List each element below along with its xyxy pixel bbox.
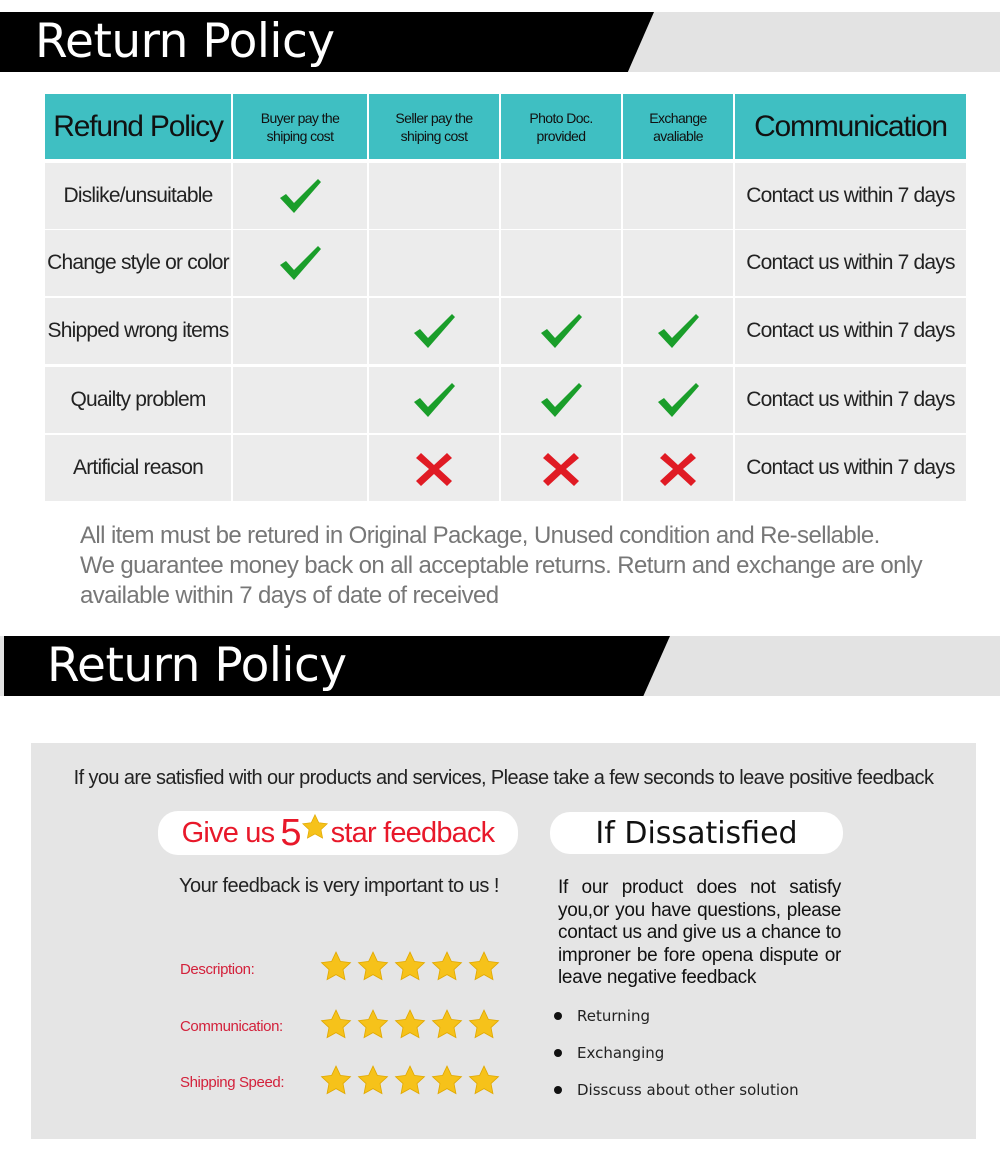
- option-label: Returning: [577, 1007, 650, 1025]
- refund-policy-table: [45, 94, 966, 504]
- mark-cell: [233, 230, 367, 296]
- communication-cell: Contact us within 7 days: [735, 435, 966, 501]
- header-seller-pay: Seller pay the shiping cost: [369, 94, 499, 159]
- option-label: Disscuss about other solution: [577, 1081, 799, 1099]
- row-label: Artificial reason: [45, 435, 231, 501]
- row-label: Shipped wrong items: [45, 298, 231, 364]
- return-note: [80, 521, 960, 611]
- banner-title: Return Policy: [35, 14, 335, 69]
- star-icon: [319, 950, 353, 983]
- star-icon: [467, 1064, 501, 1097]
- check-icon: [539, 311, 583, 351]
- option-label: Exchanging: [577, 1044, 665, 1062]
- mark-cell: [623, 298, 733, 364]
- row-label: Change style or color: [45, 230, 231, 296]
- mark-cell: [501, 435, 621, 501]
- star-icon: [356, 1008, 390, 1041]
- rating-stars-shipping-speed: [319, 1064, 501, 1097]
- option-other-solution: [554, 1081, 799, 1099]
- rating-label-description: Description:: [180, 961, 255, 978]
- note-line: All item must be retured in Original Package, Unused condition and Re-sellable.: [80, 522, 880, 549]
- mark-cell: [233, 367, 367, 433]
- rating-stars-description: [319, 950, 501, 983]
- give-five-star-badge: [158, 811, 518, 855]
- banner-title: Return Policy: [47, 638, 347, 693]
- cross-icon: [656, 448, 700, 488]
- bullet-icon: [554, 1012, 562, 1020]
- if-dissatisfied-badge: [550, 812, 843, 854]
- dissatisfied-title: If Dissatisfied: [595, 815, 798, 851]
- feedback-panel: [31, 743, 976, 1139]
- star-icon: [301, 813, 329, 841]
- mark-cell: [369, 163, 499, 229]
- header-photo-doc: Photo Doc. provided: [501, 94, 621, 159]
- rating-label-shipping-speed: Shipping Speed:: [180, 1074, 285, 1091]
- star-icon: [467, 950, 501, 983]
- check-icon: [278, 176, 322, 216]
- row-label: Dislike/unsuitable: [45, 163, 231, 229]
- star-icon: [393, 950, 427, 983]
- dissatisfied-text: If our product does not satisfy you,or you have questions, please contact us and give us a chance to improner be fore opena dispute or leave negative feedback: [558, 877, 841, 988]
- header-exchange: Exchange avaliable: [623, 94, 733, 159]
- star-icon: [393, 1008, 427, 1041]
- check-icon: [656, 380, 700, 420]
- communication-cell: Contact us within 7 days: [735, 367, 966, 433]
- cross-icon: [412, 448, 456, 488]
- return-policy-banner-2: [0, 636, 1000, 696]
- star-icon: [430, 1008, 464, 1041]
- mark-cell: [233, 163, 367, 229]
- check-icon: [412, 311, 456, 351]
- mark-cell: [233, 435, 367, 501]
- communication-cell: Contact us within 7 days: [735, 298, 966, 364]
- feedback-intro: If you are satisfied with our products and services, Please take a few seconds to leave positive feedback: [73, 767, 934, 789]
- row-label: Quailty problem: [45, 367, 231, 433]
- mark-cell: [623, 435, 733, 501]
- header-buyer-pay: Buyer pay the shiping cost: [233, 94, 367, 159]
- option-exchanging: [554, 1044, 664, 1062]
- mark-cell: [233, 298, 367, 364]
- give-prefix: Give us: [181, 816, 275, 849]
- give-suffix: star feedback: [330, 816, 495, 849]
- mark-cell: [369, 435, 499, 501]
- check-icon: [278, 243, 322, 283]
- mark-cell: [623, 367, 733, 433]
- note-line: available within 7 days of date of received: [80, 582, 499, 609]
- star-icon: [319, 1008, 353, 1041]
- bullet-icon: [554, 1049, 562, 1057]
- mark-cell: [501, 230, 621, 296]
- communication-cell: Contact us within 7 days: [735, 163, 966, 229]
- check-icon: [539, 380, 583, 420]
- mark-cell: [623, 163, 733, 229]
- mark-cell: [369, 230, 499, 296]
- star-icon: [319, 1064, 353, 1097]
- feedback-important-text: Your feedback is very important to us !: [179, 875, 499, 897]
- mark-cell: [369, 367, 499, 433]
- return-policy-banner: [0, 12, 1000, 72]
- mark-cell: [501, 367, 621, 433]
- check-icon: [412, 380, 456, 420]
- option-returning: [554, 1007, 650, 1025]
- star-icon: [430, 950, 464, 983]
- give-number: 5: [280, 811, 301, 854]
- header-refund-policy: Refund Policy: [45, 94, 231, 159]
- cross-icon: [539, 448, 583, 488]
- header-communication: Communication: [735, 94, 966, 159]
- mark-cell: [501, 163, 621, 229]
- communication-cell: Contact us within 7 days: [735, 230, 966, 296]
- bullet-icon: [554, 1086, 562, 1094]
- mark-cell: [501, 298, 621, 364]
- rating-stars-communication: [319, 1008, 501, 1041]
- mark-cell: [369, 298, 499, 364]
- check-icon: [656, 311, 700, 351]
- star-icon: [467, 1008, 501, 1041]
- rating-label-communication: Communication:: [180, 1018, 283, 1035]
- mark-cell: [623, 230, 733, 296]
- star-icon: [356, 1064, 390, 1097]
- star-icon: [356, 950, 390, 983]
- star-icon: [430, 1064, 464, 1097]
- star-icon: [393, 1064, 427, 1097]
- note-line: We guarantee money back on all acceptable returns. Return and exchange are only: [80, 552, 923, 579]
